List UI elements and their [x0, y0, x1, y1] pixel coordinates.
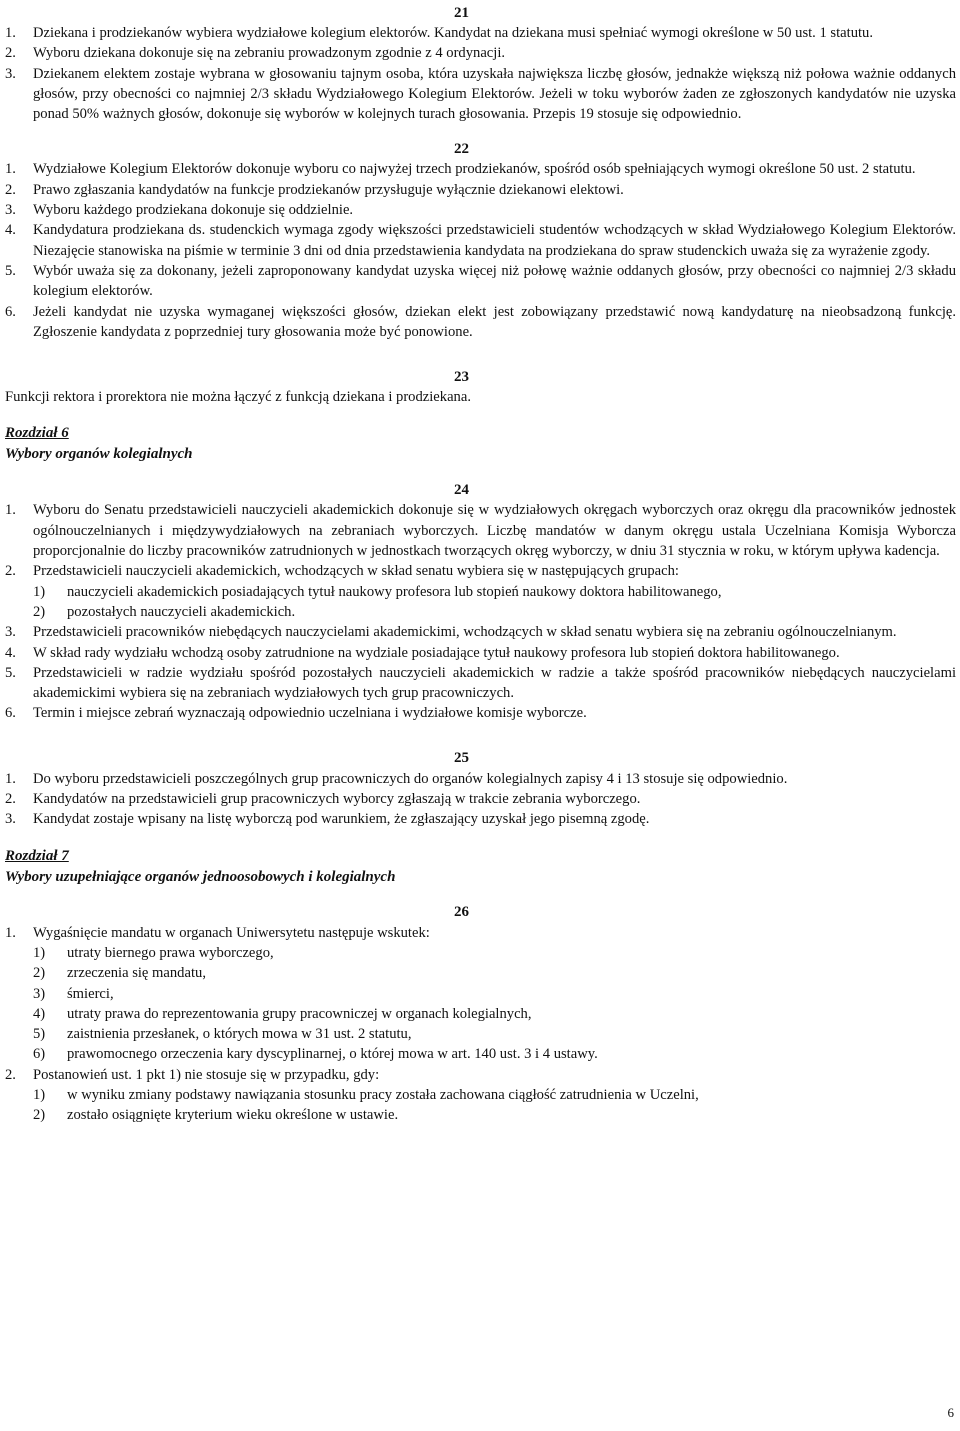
list-item: 6) prawomocnego orzeczenia kary dyscyplinarnej, o której mowa w art. 140 ust. 3 i 4 ustawy.	[33, 1046, 598, 1063]
section-sign-icon	[446, 3, 450, 23]
list-item: 2) pozostałych nauczycieli akademickich.	[33, 603, 296, 620]
paragraph: 4. W skład rady wydziału wchodzą osoby zatrudnione na wydziale posiadające tytuł naukowy profesora lub stopień doktora habilitowanego.	[5, 644, 840, 661]
section-22	[5, 136, 956, 342]
paragraph: 1. Wyboru do Senatu przedstawicieli nauczycieli akademickich dokonuje się w wydziałowych okręgach wyborczych oraz okręgu dla pracowników jednostek ogólnouczelnianych i międzywydziałowych na zebraniach wyborczych. Liczbę mandatów w danym okręgu ustala Uczelniana Komisja Wyborcza proporcjonalnie do liczby pracowników zatrudnionych w jednostkach tworzących okręg wyborczy, w dniu 31 stycznia w roku, w którym upływa kadencja.	[5, 502, 956, 560]
chapter-heading-6	[5, 423, 956, 465]
section-heading: 22	[5, 136, 956, 159]
section-sign-icon	[446, 902, 450, 922]
list-item: 2) zostało osiągnięte kryterium wieku określone w ustawie.	[33, 1107, 399, 1124]
chapter-subtitle: Wybory organów kolegialnych	[5, 446, 193, 463]
list-item: 1) nauczycieli akademickich posiadających tytuł naukowy profesora lub stopień naukowy doktora habilitowanego,	[33, 583, 722, 600]
paragraph: 2. Wyboru dziekana dokonuje się na zebraniu prowadzonym zgodnie z 4 ordynacji.	[5, 45, 506, 62]
section-21	[5, 0, 956, 124]
section-sign-icon	[446, 748, 450, 768]
page-number: 6	[947, 1404, 954, 1420]
list-item: 1) utraty biernego prawa wyborczego,	[33, 944, 274, 961]
section-heading: 24	[5, 477, 956, 500]
paragraph: Funkcji rektora i prorektora nie można łączyć z funkcją dziekana i prodziekana.	[5, 389, 471, 406]
list-item: 5) zaistnienia przesłanek, o których mowa w 31 ust. 2 statutu,	[33, 1026, 412, 1043]
paragraph: 6. Jeżeli kandydat nie uzyska wymaganej większości głosów, dziekan elekt jest zobowiązany przedstawić nową kandydaturę na nieobsadzoną funkcję. Zgłoszenie kandydata z poprzedniej tury głosowania może być ponowione.	[5, 303, 956, 340]
chapter-title: Rozdział 6	[5, 425, 69, 442]
section-sign-icon	[446, 367, 450, 387]
paragraph: 6. Termin i miejsce zebrań wyznaczają odpowiednio uczelniana i wydziałowe komisje wyborcze.	[5, 705, 587, 722]
paragraph: 2. Postanowień ust. 1 pkt 1) nie stosuje się w przypadku, gdy:	[5, 1066, 380, 1083]
paragraph: 3. Wyboru każdego prodziekana dokonuje się oddzielnie.	[5, 202, 354, 219]
section-heading: 25	[5, 746, 956, 769]
paragraph: 1. Dziekana i prodziekanów wybiera wydziałowe kolegium elektorów. Kandydat na dziekana musi spełniać wymogi określone w 50 ust. 1 statutu.	[5, 25, 873, 41]
paragraph: 5. Przedstawicieli w radzie wydziału spośród pozostałych nauczycieli akademickich w radzie a także spośród pracowników niebędących nauczycielami akademickimi wybiera się na zebraniach wydziałowych tych grup pracowniczych.	[5, 664, 956, 702]
section-23	[5, 364, 956, 407]
paragraph: 3. Dziekanem elektem zostaje wybrana w głosowaniu tajnym osoba, która uzyskała największa liczbę głosów, jednakże większą niż połowa ważnie oddanych głosów, przy obecności co najmniej 2/3 składu Wydziałowego Kolegium Elektorów. Jeżeli w toku wyborów żaden ze zgłoszonych kandydatów nie uzyska ponad 50% ważnych głosów, dokonuje się wyborów w kolejnych turach głosowania. Przepis 19 stosuje się odpowiednio.	[5, 65, 956, 123]
paragraph: 3. Kandydat zostaje wpisany na listę wyborczą pod warunkiem, że zgłaszający uzyskał jego pisemną zgodę.	[5, 811, 650, 828]
paragraph: 3. Przedstawicieli pracowników niebędących nauczycielami akademickimi, wchodzących w skład senatu wybiera się na zebraniu ogólnouczelnianym.	[5, 624, 897, 641]
paragraph: 4. Kandydatura prodziekana ds. studenckich wymaga zgody większości przedstawicieli studentów wchodzących w skład Wydziałowego Kolegium Elektorów. Niezajęcie stanowiska na piśmie w terminie 3 dni od dnia przedstawienia kandydata na prodziekana do spraw studenckich uważa się za wyrażenie zgody.	[5, 222, 956, 259]
list-item: 4) utraty prawa do reprezentowania grupy pracowniczej w organach kolegialnych,	[33, 1005, 532, 1022]
section-24	[5, 477, 956, 723]
paragraph: 1. Wygaśnięcie mandatu w organach Uniwersytetu następuje wskutek:	[5, 924, 430, 941]
paragraph: 2. Przedstawicieli nauczycieli akademickich, wchodzących w skład senatu wybiera się w następujących grupach:	[5, 563, 679, 580]
paragraph: 5. Wybór uważa się za dokonany, jeżeli zaproponowany kandydat uzyska więcej niż połowę ważnie oddanych głosów, przy obecności co najmniej 2/3 składu kolegium elektorów.	[5, 262, 956, 300]
section-heading: 26	[5, 900, 956, 923]
chapter-heading-7	[5, 846, 956, 888]
paragraph: 1. Do wyboru przedstawicieli poszczególnych grup pracowniczych do organów kolegialnych zapisy 4 i 13 stosuje się odpowiednio.	[5, 770, 788, 787]
section-heading: 23	[5, 364, 956, 387]
section-25	[5, 746, 956, 830]
chapter-subtitle: Wybory uzupełniające organów jednoosobowych i kolegialnych	[5, 868, 396, 885]
list-item: 1) w wyniku zmiany podstawy nawiązania stosunku pracy została zachowana ciągłość zatrudnienia w Uczelni,	[33, 1086, 699, 1103]
section-sign-icon	[446, 480, 450, 500]
paragraph: 2. Kandydatów na przedstawicieli grup pracowniczych wyborcy zgłaszają w trakcie zebrania wyborczego.	[5, 791, 641, 808]
paragraph: 2. Prawo zgłaszania kandydatów na funkcje prodziekanów przysługuje wyłącznie dziekanowi elektowi.	[5, 181, 624, 198]
chapter-title: Rozdział 7	[5, 847, 69, 864]
section-26	[5, 900, 956, 1126]
list-item: 2) zrzeczenia się mandatu,	[33, 965, 206, 982]
section-sign-icon	[446, 139, 450, 159]
paragraph: 1. Wydziałowe Kolegium Elektorów dokonuje wyboru co najwyżej trzech prodziekanów, spośród osób spełniających wymogi określone 50 ust. 2 statutu.	[5, 161, 916, 178]
list-item: 3) śmierci,	[33, 985, 114, 1002]
section-heading: 21	[5, 0, 956, 23]
